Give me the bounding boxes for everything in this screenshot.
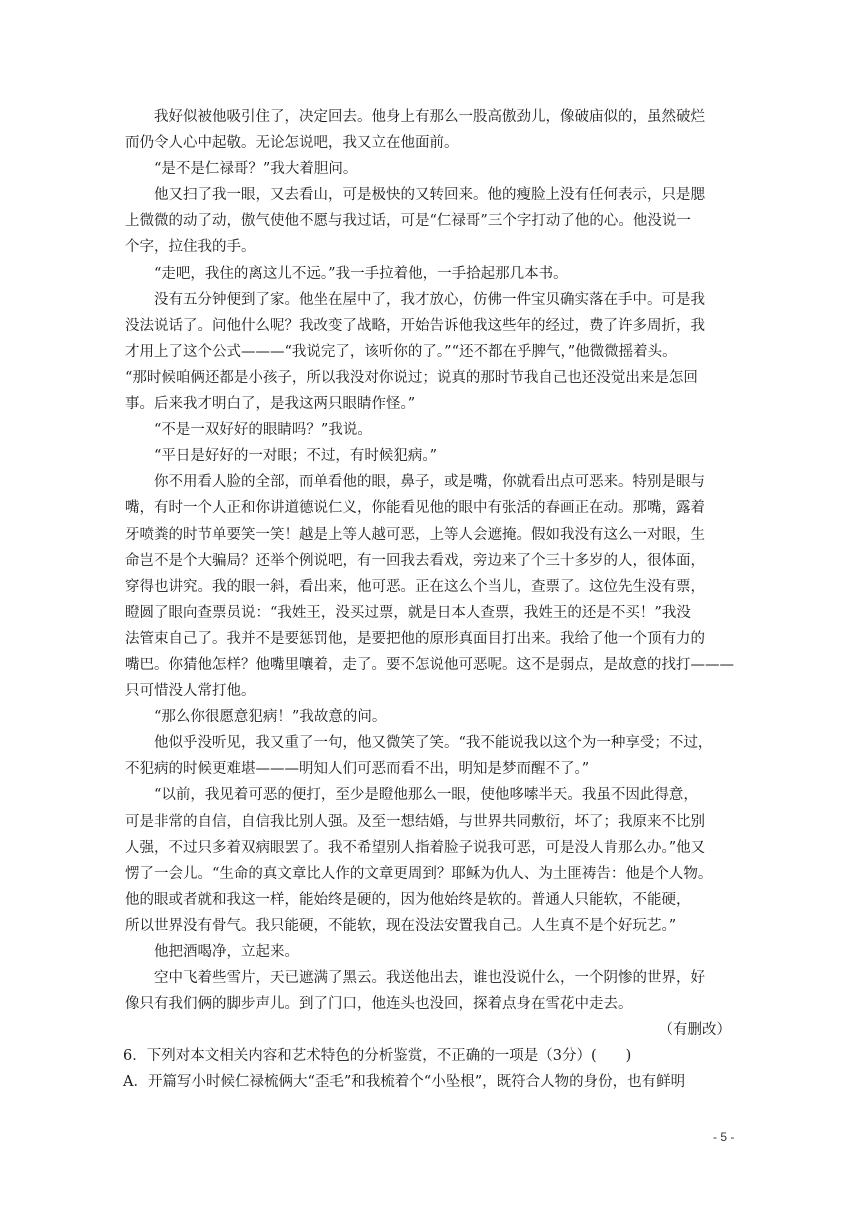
text-line: “那么你很愿意犯病！”我故意的问。 bbox=[154, 709, 387, 726]
text-line: “是不是仁禄哥？”我大着胆问。 bbox=[154, 161, 358, 178]
text-line: 上微微的动了动，傲气使他不愿与我过话，可是“仁禄哥”三个字打动了他的心。他没说一 bbox=[125, 213, 691, 230]
text-line: 不犯病的时候更难堪———明知人们可恶而看不出，明知是梦而醒不了。” bbox=[125, 761, 590, 778]
text-line: 像只有我们俩的脚步声儿。到了门口，他连头也没回，探着点身在雪花中走去。 bbox=[125, 996, 633, 1013]
text-line: 命岂不是个大骗局？还举个例说吧，有一回我去看戏，旁边来了个三十多岁的人，很体面， bbox=[125, 552, 705, 569]
paragraph bbox=[125, 469, 761, 704]
text-line: 才用上了这个公式———“我说完了，该听你的了。”“还不都在乎脾气，”他微微摇着头。 bbox=[125, 343, 677, 360]
paragraph bbox=[125, 704, 761, 730]
option-a: A．开篇写小时候仁禄梳俩大“歪毛”和我梳着个“小坠根”，既符合人物的身份，也有鲜明 bbox=[123, 1074, 686, 1090]
text-line: 事。后来我才明白了，是我这两只眼睛作怪。” bbox=[125, 396, 416, 413]
paragraph bbox=[125, 782, 761, 939]
source-note: （有删改） bbox=[658, 1022, 731, 1038]
paragraph bbox=[125, 730, 761, 782]
text-line: “那时候咱俩还都是小孩子，所以我没对你说过；说真的那时节我自己也还没觉出来是怎回 bbox=[125, 369, 698, 386]
text-line: 他似乎没听见，我又重了一句，他又微笑了笑。“我不能说我以这个为一种享受；不过， bbox=[154, 735, 713, 752]
text-line: 没有五分钟便到了家。他坐在屋中了，我才放心，仿佛一件宝贝确实落在手中。可是我 bbox=[154, 291, 705, 308]
question-6: 6．下列对本文相关内容和艺术特色的分析鉴赏，不正确的一项是（3分）( ) bbox=[123, 1048, 632, 1064]
text-line: 穿得也讲究。我的眼一斜，看出来，他可恶。正在这么个当儿，查票了。这位先生没有票， bbox=[125, 578, 705, 595]
paragraph bbox=[125, 287, 761, 417]
document-body bbox=[125, 104, 761, 1017]
text-line: “不是一双好好的眼睛吗？”我说。 bbox=[154, 422, 372, 439]
text-line: 没法说话了。问他什么呢？我改变了战略，开始告诉他我这些年的经过，费了许多周折，我 bbox=[125, 317, 705, 334]
paragraph bbox=[125, 939, 761, 965]
text-line: 所以世界没有骨气。我只能硬，不能软，现在没法安置我自己。人生真不是个好玩艺。” bbox=[125, 917, 677, 934]
paragraph bbox=[125, 182, 761, 260]
page-number: - 5 - bbox=[713, 1130, 735, 1144]
text-line: 空中飞着些雪片，天已遮满了黑云。我送他出去，谁也没说什么，一个阴惨的世界，好 bbox=[154, 970, 705, 987]
text-line: 他又扫了我一眼，又去看山，可是极快的又转回来。他的瘦脸上没有任何表示，只是腮 bbox=[154, 187, 705, 204]
paragraph bbox=[125, 417, 761, 443]
paragraph bbox=[125, 443, 761, 469]
text-line: 可是非常的自信，自信我比别人强。及至一想结婚，与世界共同敷衍，坏了；我原来不比别 bbox=[125, 813, 705, 830]
text-line: 人强，不过只多着双病眼罢了。我不希望别人指着脸子说我可恶，可是没人肯那么办。”他又 bbox=[125, 839, 706, 856]
text-line: 嘴，有时一个人正和你讲道德说仁义，你能看见他的眼中有张活的春画正在动。那嘴，露着 bbox=[125, 500, 705, 517]
text-line: 瞪圆了眼向查票员说：“我姓王，没买过票，就是日本人查票，我姓王的还是不买！”我没 bbox=[125, 604, 691, 621]
text-line: “以前，我见着可恶的便打，至少是瞪他那么一眼，使他哆嗦半天。我虽不因此得意， bbox=[154, 787, 698, 804]
text-line: 个字，拉住我的手。 bbox=[125, 239, 256, 256]
text-line: 只可惜没人常打他。 bbox=[125, 683, 256, 700]
text-line: 愣了一会儿。“生命的真文章比人作的文章更周到？耶稣为仇人、为土匪祷告：他是个人物。 bbox=[125, 865, 713, 882]
text-line: 法管束自己了。我并不是要惩罚他，是要把他的原形真面目打出来。我给了他一个顶有力的 bbox=[125, 630, 705, 647]
paragraph bbox=[125, 156, 761, 182]
text-line: 我好似被他吸引住了，决定回去。他身上有那么一股高傲劲儿，像破庙似的，虽然破烂 bbox=[154, 109, 705, 125]
text-line: 他的眼或者就和我这一样，能始终是硬的，因为他始终是软的。普通人只能软，不能硬， bbox=[125, 891, 691, 908]
text-line: 嘴巴。你猜他怎样？他嘴里嚷着，走了。要不怎说他可恶呢。这不是弱点，是故意的找打——— bbox=[125, 656, 734, 673]
text-line: “平日是好好的一对眼；不过，有时候犯病。” bbox=[154, 448, 438, 465]
text-line: 你不用看人脸的全部，而单看他的眼，鼻子，或是嘴，你就看出点可恶来。特别是眼与 bbox=[154, 474, 705, 491]
text-line: 而仍令人心中起敬。无论怎说吧，我又立在他面前。 bbox=[125, 135, 459, 152]
text-line: 他把酒喝净，立起来。 bbox=[154, 944, 299, 960]
text-line: “走吧，我住的离这儿不远。”我一手拉着他，一手拾起那几本书。 bbox=[154, 265, 568, 282]
paragraph bbox=[125, 261, 761, 287]
paragraph bbox=[125, 104, 761, 156]
paragraph bbox=[125, 965, 761, 1017]
text-line: 牙喷粪的时节单要笑一笑！越是上等人越可恶，上等人会遮掩。假如我没有这么一对眼，生 bbox=[125, 526, 705, 543]
